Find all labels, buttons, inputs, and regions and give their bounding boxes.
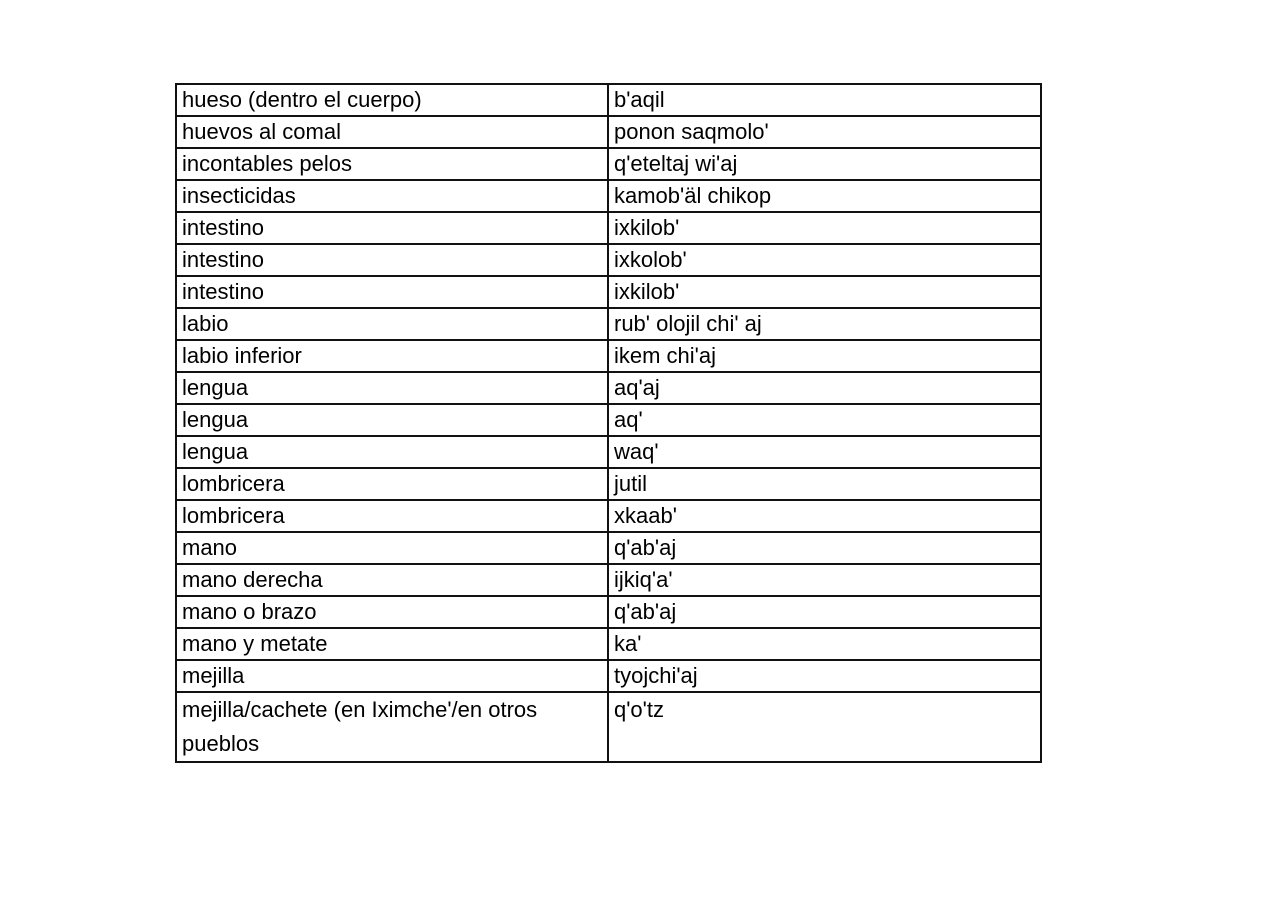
spanish-cell: mejilla [176, 660, 608, 692]
kaqchikel-cell: ixkilob' [608, 212, 1041, 244]
spanish-cell: lengua [176, 436, 608, 468]
kaqchikel-cell: ponon saqmolo' [608, 116, 1041, 148]
table-row [176, 116, 1041, 148]
table-row [176, 180, 1041, 212]
spanish-cell: insecticidas [176, 180, 608, 212]
spanish-cell: huevos al comal [176, 116, 608, 148]
kaqchikel-cell: kamob'äl chikop [608, 180, 1041, 212]
table-row [176, 340, 1041, 372]
table-row [176, 372, 1041, 404]
table-row [176, 596, 1041, 628]
kaqchikel-cell: q'eteltaj wi'aj [608, 148, 1041, 180]
table-row [176, 84, 1041, 116]
table-row [176, 564, 1041, 596]
table-row [176, 628, 1041, 660]
table-row [176, 308, 1041, 340]
table-row [176, 500, 1041, 532]
kaqchikel-cell: ixkolob' [608, 244, 1041, 276]
kaqchikel-cell: tyojchi'aj [608, 660, 1041, 692]
kaqchikel-cell: q'o'tz [608, 692, 1041, 762]
spanish-cell: labio inferior [176, 340, 608, 372]
spanish-cell: lengua [176, 404, 608, 436]
vocabulary-table [175, 83, 1042, 763]
table-row [176, 244, 1041, 276]
kaqchikel-cell: aq' [608, 404, 1041, 436]
spanish-cell: intestino [176, 244, 608, 276]
table-row [176, 532, 1041, 564]
table-row [176, 436, 1041, 468]
spanish-cell: lombricera [176, 468, 608, 500]
spanish-cell: lengua [176, 372, 608, 404]
table-row [176, 212, 1041, 244]
kaqchikel-cell: ka' [608, 628, 1041, 660]
kaqchikel-cell: b'aqil [608, 84, 1041, 116]
spanish-cell: lombricera [176, 500, 608, 532]
kaqchikel-cell: q'ab'aj [608, 596, 1041, 628]
table-row [176, 404, 1041, 436]
spanish-cell: mejilla/cachete (en Iximche'/en otros pueblos [176, 692, 608, 762]
kaqchikel-cell: rub' olojil chi' aj [608, 308, 1041, 340]
table-row [176, 692, 1041, 762]
spanish-cell: mano derecha [176, 564, 608, 596]
kaqchikel-cell: q'ab'aj [608, 532, 1041, 564]
kaqchikel-cell: ikem chi'aj [608, 340, 1041, 372]
spanish-cell: mano y metate [176, 628, 608, 660]
spanish-cell: hueso (dentro el cuerpo) [176, 84, 608, 116]
table-row [176, 148, 1041, 180]
spanish-cell: incontables pelos [176, 148, 608, 180]
spanish-cell: intestino [176, 276, 608, 308]
table-row [176, 468, 1041, 500]
spanish-cell: mano o brazo [176, 596, 608, 628]
kaqchikel-cell: jutil [608, 468, 1041, 500]
kaqchikel-cell: ixkilob' [608, 276, 1041, 308]
table-row [176, 276, 1041, 308]
kaqchikel-cell: xkaab' [608, 500, 1041, 532]
spanish-cell: labio [176, 308, 608, 340]
kaqchikel-cell: ijkiq'a' [608, 564, 1041, 596]
kaqchikel-cell: waq' [608, 436, 1041, 468]
table-row [176, 660, 1041, 692]
spanish-cell: mano [176, 532, 608, 564]
spanish-cell: intestino [176, 212, 608, 244]
kaqchikel-cell: aq'aj [608, 372, 1041, 404]
